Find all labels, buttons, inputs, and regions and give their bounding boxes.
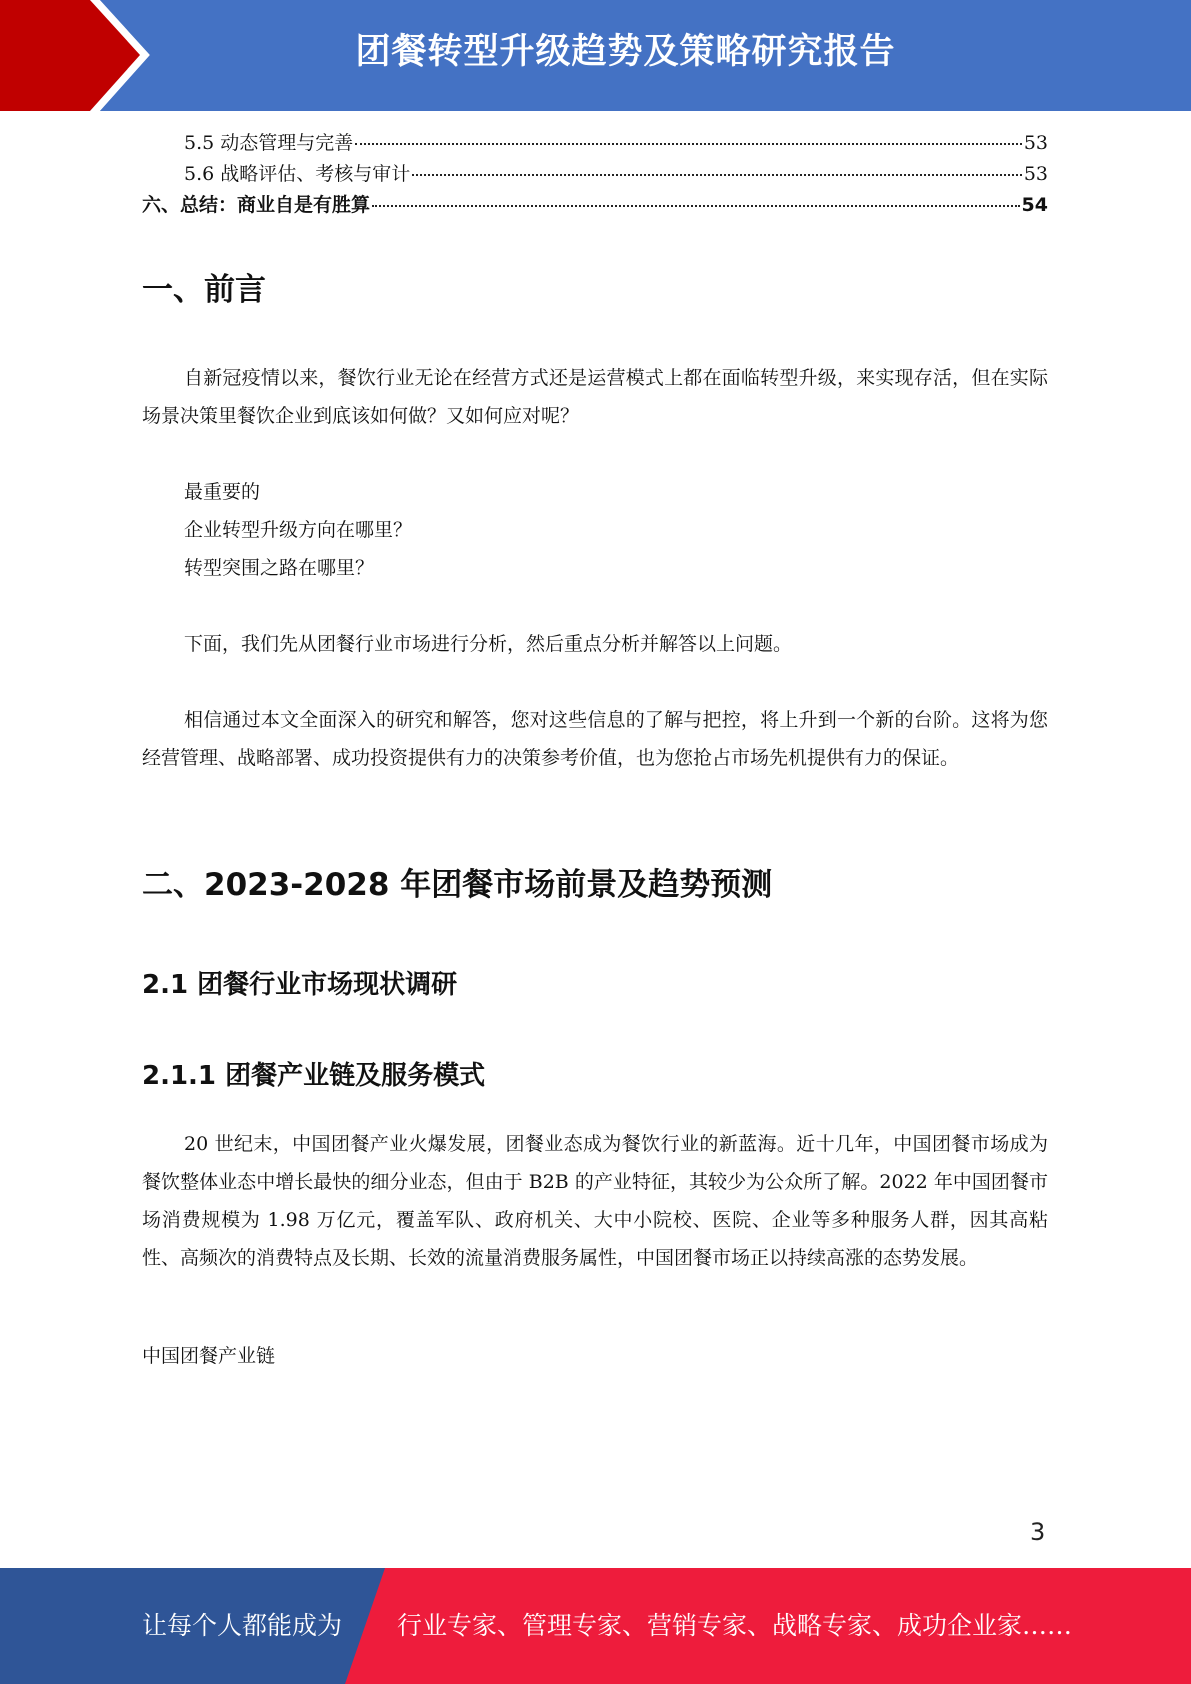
preface-paragraph-2: 下面，我们先从团餐行业市场进行分析，然后重点分析并解答以上问题。	[184, 633, 793, 655]
preface-line-2: 企业转型升级方向在哪里？	[184, 519, 413, 541]
toc-entry[interactable]	[142, 190, 1048, 221]
toc-entry[interactable]	[142, 128, 1048, 159]
subsection-heading-2-1: 2.1 团餐行业市场现状调研	[142, 970, 458, 1000]
toc-leader-dots	[355, 143, 1022, 145]
figure-caption: 中国团餐产业链	[142, 1345, 276, 1367]
toc-entry-label: 六、总结：商业自是有胜算	[142, 194, 371, 216]
footer-slogan-left: 让每个人都能成为	[142, 1611, 343, 1640]
report-title: 团餐转型升级趋势及策略研究报告	[355, 32, 896, 72]
industry-chain-paragraph: 20 世纪末，中国团餐产业火爆发展，团餐业态成为餐饮行业的新蓝海。近十几年，中国团餐市场成为餐饮整体业态中增长最快的细分业态，但由于 B2B 的产业特征，其较少为公众所了解。2022 年中国团餐市场消费规模为 1.98 万亿元，覆盖军队、政府机关、大中小院校、医院、企业等多种服务人群，因其高粘性、高频次的消费特点及长期、长效的流量消费服务属性，中国团餐市场正以持续高涨的态势发展。	[142, 1133, 1048, 1269]
subsection-heading-2-1-1: 2.1.1 团餐产业链及服务模式	[142, 1061, 486, 1091]
footer-slogan-right: 行业专家、管理专家、营销专家、战略专家、成功企业家……	[397, 1611, 1073, 1640]
preface-paragraph-1: 自新冠疫情以来，餐饮行业无论在经营方式还是运营模式上都在面临转型升级，来实现存活，但在实际场景决策里餐饮企业到底该如何做？又如何应对呢？	[142, 367, 1048, 427]
preface-paragraph-3: 相信通过本文全面深入的研究和解答，您对这些信息的了解与把控，将上升到一个新的台阶。这将为您经营管理、战略部署、成功投资提供有力的决策参考价值，也为您抢占市场先机提供有力的保证。	[142, 709, 1048, 769]
toc-entry-label: 5.6 战略评估、考核与审计	[184, 163, 411, 185]
footer-banner	[0, 1568, 1191, 1684]
preface-line-1: 最重要的	[184, 481, 261, 503]
toc-entry[interactable]	[142, 159, 1048, 190]
preface-line-3: 转型突围之路在哪里？	[184, 557, 375, 579]
toc-leader-dots	[372, 205, 1020, 207]
toc-entry-page: 53	[1023, 163, 1048, 185]
toc-entry-label: 5.5 动态管理与完善	[184, 132, 354, 154]
header-banner	[0, 0, 1191, 111]
section-heading-preface: 一、前言	[142, 272, 266, 308]
toc-entry-page: 53	[1023, 132, 1048, 154]
section-heading-forecast: 二、2023-2028 年团餐市场前景及趋势预测	[142, 867, 773, 903]
table-of-contents	[142, 128, 1048, 221]
toc-leader-dots	[412, 174, 1022, 176]
page-number: 3	[1030, 1518, 1046, 1546]
toc-entry-page: 54	[1021, 194, 1048, 216]
